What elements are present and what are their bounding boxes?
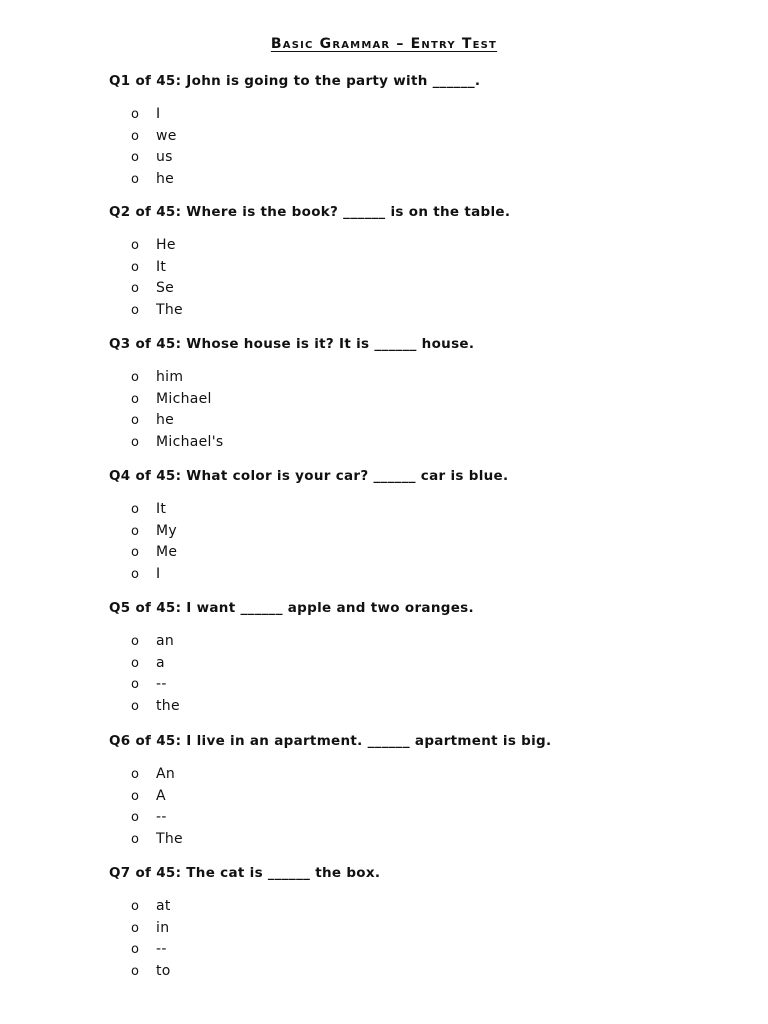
option-item[interactable] xyxy=(109,653,749,675)
option-item[interactable] xyxy=(109,126,749,148)
option-text: in xyxy=(156,919,170,936)
option-item[interactable] xyxy=(109,521,749,543)
bullet-marker: o xyxy=(131,391,140,407)
question-1-text: Q1 of 45: John is going to the party with ______. xyxy=(109,73,481,89)
question-6-options xyxy=(109,764,749,851)
option-item[interactable] xyxy=(109,764,749,786)
bullet-marker: o xyxy=(131,567,140,583)
option-item[interactable] xyxy=(109,939,749,961)
bullet-marker: o xyxy=(131,920,140,936)
option-text: The xyxy=(156,831,183,848)
option-text: -- xyxy=(156,941,167,958)
bullet-marker: o xyxy=(131,150,140,166)
question-block-3 xyxy=(109,335,749,454)
bullet-marker: o xyxy=(131,107,140,122)
option-item[interactable] xyxy=(109,807,749,829)
bullet-marker: o xyxy=(131,767,140,782)
question-3-text: Q3 of 45: Whose house is it? It is ______ house. xyxy=(109,336,475,352)
option-text: The xyxy=(156,302,183,319)
question-4-text: Q4 of 45: What color is your car? ______ car is blue. xyxy=(109,468,509,484)
option-text: us xyxy=(156,149,173,166)
bullet-marker: o xyxy=(131,899,140,914)
option-text: to xyxy=(156,963,171,980)
bullet-marker: o xyxy=(131,964,140,980)
option-item[interactable] xyxy=(109,235,749,257)
bullet-marker: o xyxy=(131,942,140,958)
bullet-marker: o xyxy=(131,172,140,188)
option-item[interactable] xyxy=(109,147,749,169)
option-item[interactable] xyxy=(109,410,749,432)
option-item[interactable] xyxy=(109,499,749,521)
question-block-2 xyxy=(109,203,749,322)
option-text: an xyxy=(156,633,175,649)
option-item[interactable] xyxy=(109,432,749,454)
bullet-marker: o xyxy=(131,281,140,297)
bullet-marker: o xyxy=(131,788,140,804)
option-item[interactable] xyxy=(109,169,749,191)
option-text: -- xyxy=(156,676,167,693)
question-block-6 xyxy=(109,732,749,851)
question-block-4 xyxy=(109,467,749,586)
bullet-marker: o xyxy=(131,128,140,144)
question-1-options xyxy=(109,104,749,191)
bullet-marker: o xyxy=(131,523,140,539)
option-text: My xyxy=(156,522,177,539)
option-item[interactable] xyxy=(109,674,749,696)
option-item[interactable] xyxy=(109,104,749,126)
option-item[interactable] xyxy=(109,631,749,653)
option-text: at xyxy=(156,898,171,914)
option-item[interactable] xyxy=(109,786,749,808)
option-item[interactable] xyxy=(109,696,749,718)
question-6-text: Q6 of 45: I live in an apartment. ______ apartment is big. xyxy=(109,733,552,749)
bullet-marker: o xyxy=(131,810,140,826)
bullet-marker: o xyxy=(131,699,140,715)
option-text: -- xyxy=(156,809,167,826)
bullet-marker: o xyxy=(131,303,140,319)
option-text: I xyxy=(156,106,161,122)
page-title-text: Basic Grammar – Entry Test xyxy=(270,36,498,52)
bullet-marker: o xyxy=(131,502,140,517)
bullet-marker: o xyxy=(131,259,140,275)
option-text: I xyxy=(156,566,161,583)
question-3-options xyxy=(109,367,749,454)
option-text: It xyxy=(156,258,167,275)
bullet-marker: o xyxy=(131,634,140,649)
option-text: Michael's xyxy=(156,434,224,451)
bullet-marker: o xyxy=(131,677,140,693)
option-item[interactable] xyxy=(109,257,749,279)
option-text: him xyxy=(156,369,184,385)
bullet-marker: o xyxy=(131,655,140,671)
option-text: Me xyxy=(156,544,178,561)
option-text: It xyxy=(156,501,167,517)
option-text: Se xyxy=(156,280,175,297)
question-4-options xyxy=(109,499,749,586)
option-text: he xyxy=(156,412,175,429)
option-text: An xyxy=(156,766,176,782)
bullet-marker: o xyxy=(131,832,140,848)
option-item[interactable] xyxy=(109,829,749,851)
option-text: He xyxy=(156,237,176,253)
question-block-5 xyxy=(109,599,749,718)
page-title xyxy=(0,36,768,52)
question-2-options xyxy=(109,235,749,322)
bullet-marker: o xyxy=(131,435,140,451)
question-2-text: Q2 of 45: Where is the book? ______ is on the table. xyxy=(109,204,511,220)
option-text: Michael xyxy=(156,390,212,407)
option-item[interactable] xyxy=(109,564,749,586)
question-block-1 xyxy=(109,72,749,191)
bullet-marker: o xyxy=(131,370,140,385)
option-item[interactable] xyxy=(109,542,749,564)
option-item[interactable] xyxy=(109,367,749,389)
option-text: the xyxy=(156,698,180,715)
option-item[interactable] xyxy=(109,918,749,940)
option-item[interactable] xyxy=(109,389,749,411)
bullet-marker: o xyxy=(131,413,140,429)
question-block-7 xyxy=(109,864,749,983)
bullet-marker: o xyxy=(131,238,140,253)
option-item[interactable] xyxy=(109,896,749,918)
question-7-text: Q7 of 45: The cat is ______ the box. xyxy=(109,865,381,881)
option-text: we xyxy=(156,127,177,144)
question-5-text: Q5 of 45: I want ______ apple and two oranges. xyxy=(109,600,474,616)
question-7-options xyxy=(109,896,749,983)
option-item[interactable] xyxy=(109,961,749,983)
option-text: he xyxy=(156,171,175,188)
option-item[interactable] xyxy=(109,300,749,322)
option-item[interactable] xyxy=(109,278,749,300)
option-text: a xyxy=(156,654,165,671)
bullet-marker: o xyxy=(131,545,140,561)
option-text: A xyxy=(156,787,166,804)
question-5-options xyxy=(109,631,749,718)
